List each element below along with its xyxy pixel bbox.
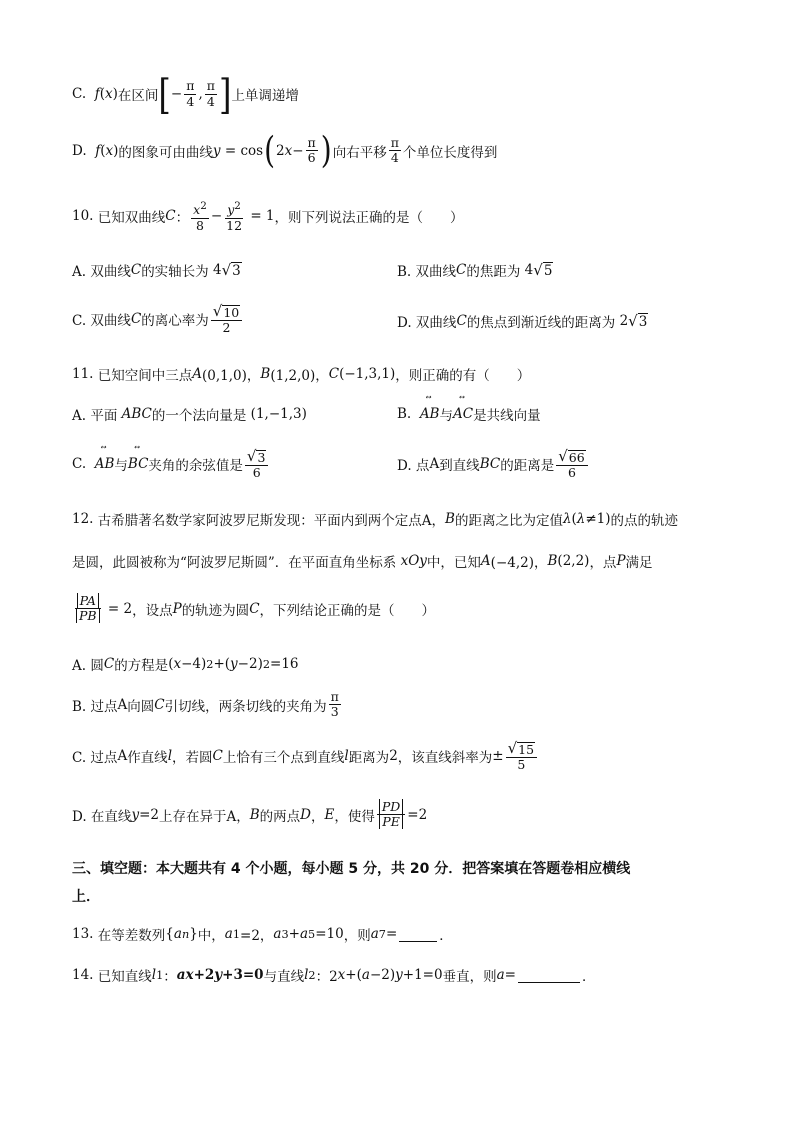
- fraction-sqrt15-5: √ 15 5: [506, 740, 537, 773]
- q9-option-d: D. f ( x ) 的图象可由曲线 y = cos ( 2 x − $\frac{\pi}{6}$ ) 向右平移 $\frac{\pi}{4}$ 个单位长度得到: [72, 128, 498, 172]
- fraction-pi-4b: $\frac{\pi}{4}$: [206, 78, 215, 109]
- fraction-pi-3: $\frac{\pi}{3}$: [330, 689, 339, 720]
- section-3-title: 三、填空题：本大题共有 4 个小题，每小题 5 分，共 20 分．把答案填在答题卷相应横线: [72, 861, 631, 877]
- fraction-pi-4c: $\frac{\pi}{4}$: [390, 135, 399, 166]
- q13: 13. 在等差数列 { a n } 中， a 1 =2， a 3 + a 5 =10 ，则 a 7 = ．: [72, 926, 453, 944]
- vector-bc: ⃡ BC: [128, 456, 149, 472]
- left-bracket: [: [158, 69, 171, 119]
- section-3-title-cont: 上．: [72, 889, 100, 905]
- q12-option-a: A. 圆 C 的方程是 ( x −4) 2 +( y −2) 2 =16: [72, 656, 299, 674]
- fraction-sqrt3-6: √ 3 6: [245, 448, 269, 481]
- fraction-pi-6: $\frac{\pi}{6}$: [307, 135, 316, 166]
- q11-option-b: B. ⃡ AB 与 ⃡ AC 是共线向量: [397, 404, 541, 424]
- fraction-sqrt66-6: √ 66 6: [556, 448, 587, 481]
- q12-line1: 12. 古希腊著名数学家阿波罗尼斯发现：平面内到两个定点 A， B 的距离之比为定值 λ ( λ ≠1) 的点的轨迹: [72, 511, 679, 529]
- vector-ac: ⃡ AC: [453, 406, 473, 422]
- q12-line2: 是圆，此圆被称为“阿波罗尼斯圆”．在平面直角坐标系 xOy 中，已知 A (−4,2)， B (2,2) ，点 P 满足: [72, 553, 653, 571]
- q11-option-c: C. ⃡ AB 与 ⃡ BC 夹角的余弦值是 √ 3 6: [72, 448, 270, 481]
- right-bracket: ]: [218, 69, 232, 119]
- q14-answer-blank[interactable]: [518, 968, 580, 983]
- q11-stem: 11. 已知空间中三点 A (0,1,0)， B (1,2,0)， C (−1,3,1) ，则正确的有（ ）: [72, 366, 531, 384]
- q10-option-a: A. 双曲线 C 的实轴长为 4 √ 3: [72, 261, 241, 280]
- q10-option-c: C. 双曲线 C 的离心率为 √ 10 2: [72, 303, 244, 336]
- math-fx: f: [94, 86, 100, 102]
- q11-option-a: A. 平面 ABC 的一个法向量是 (1,−1,3): [72, 406, 307, 424]
- fraction-pi-4: $\frac{\pi}{4}$: [186, 78, 195, 109]
- q12-option-b: B. 过点 A 向圆 C 引切线，两条切线的夹角为 $\frac{\pi}{3}$: [72, 689, 339, 720]
- q13-answer-blank[interactable]: [399, 927, 437, 942]
- q12-option-d: D. 在直线 y =2 上存在异于 A， B 的两点 D ， E ，使得 $\frac{PD}{PE}$ =2: [72, 799, 428, 830]
- q12-line3: $\frac{PA}{PB}$ = 2 ，设点 P 的轨迹为圆 C ，下列结论正确的是（ ）: [72, 594, 435, 624]
- q10-option-b: B. 双曲线 C 的焦距为 4 √ 5: [397, 261, 553, 280]
- vector-ab-2: ⃡ AB: [95, 456, 115, 472]
- fraction-pa-pb: $\frac{PA}{PB}$: [74, 594, 102, 624]
- q12-option-c: C. 过点 A 作直线 l ，若圆 C 上恰有三个点到直线 l 距离为 2 ，该直线斜率为 ± √ 15 5: [72, 740, 539, 773]
- q10-stem: 10. 已知双曲线 C ： $\frac{x^2}{8}$ − $\frac{y^2}{12}$ = 1 ，则下列说法正确的是（ ）: [72, 200, 464, 233]
- fraction-x2-8: $\frac{x^2}{8}$: [193, 200, 207, 233]
- q11-option-d: D. 点 A 到直线 BC 的距离是 √ 66 6: [397, 448, 590, 481]
- fraction-pd-pe: $\frac{PD}{PE}$: [377, 800, 405, 830]
- fraction-sqrt10-2: √ 10 2: [211, 303, 242, 336]
- fraction-y2-12: $\frac{y^2}{12}$: [226, 200, 243, 233]
- q14: 14. 已知直线 l 1 ： ax+2y+3=0 与直线 l 2 ：2 x +( a −2) y +1=0 垂直，则 a = ．: [72, 967, 596, 985]
- q10-option-d: D. 双曲线 C 的焦点到渐近线的距离为 2 √ 3: [397, 312, 648, 331]
- math-interval: −: [170, 86, 183, 102]
- vector-ab: ⃡ AB: [420, 406, 440, 422]
- q9-option-c: C. f ( x ) 在区间 [ − $\frac{\pi}{4}$ , $\frac{\pi}{4}$ ] 上单调递增: [72, 69, 299, 119]
